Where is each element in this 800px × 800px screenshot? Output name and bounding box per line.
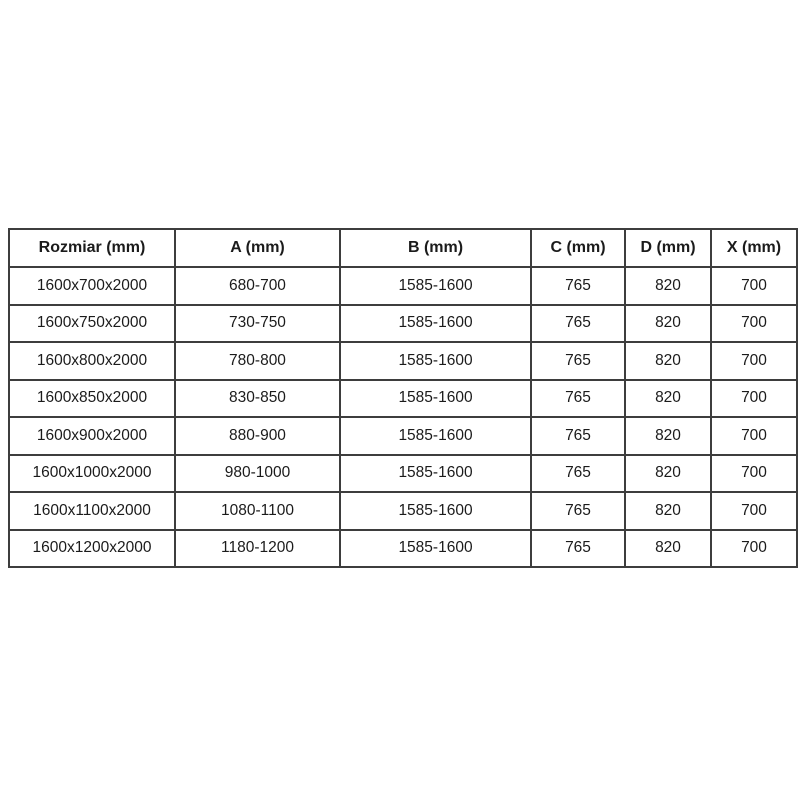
column-header-c: C (mm) [531, 229, 625, 267]
table-cell: 830-850 [175, 380, 340, 418]
table-body [9, 267, 797, 567]
column-header-x: X (mm) [711, 229, 797, 267]
table-cell: 765 [531, 380, 625, 418]
table-cell: 1585-1600 [340, 530, 531, 568]
table-cell: 1600x900x2000 [9, 417, 175, 455]
table-cell: 700 [711, 342, 797, 380]
table-cell: 1600x1100x2000 [9, 492, 175, 530]
table-cell: 1600x750x2000 [9, 305, 175, 343]
table-cell: 820 [625, 305, 711, 343]
table-cell: 1600x850x2000 [9, 380, 175, 418]
table-cell: 820 [625, 342, 711, 380]
column-header-b: B (mm) [340, 229, 531, 267]
table-cell: 820 [625, 455, 711, 493]
table-cell: 1600x1200x2000 [9, 530, 175, 568]
table-cell: 700 [711, 492, 797, 530]
table-cell: 765 [531, 455, 625, 493]
table-cell: 820 [625, 530, 711, 568]
table-row [9, 267, 797, 305]
table-cell: 730-750 [175, 305, 340, 343]
table-row [9, 455, 797, 493]
table-cell: 780-800 [175, 342, 340, 380]
table-cell: 765 [531, 417, 625, 455]
table-cell: 1585-1600 [340, 380, 531, 418]
table-cell: 700 [711, 530, 797, 568]
table-cell: 1585-1600 [340, 342, 531, 380]
table-cell: 980-1000 [175, 455, 340, 493]
table-cell: 1585-1600 [340, 492, 531, 530]
table-row [9, 492, 797, 530]
table-cell: 1600x700x2000 [9, 267, 175, 305]
table-cell: 820 [625, 492, 711, 530]
table-cell: 700 [711, 455, 797, 493]
table-row [9, 305, 797, 343]
dimensions-table [8, 228, 798, 568]
table-cell: 700 [711, 417, 797, 455]
table-cell: 1585-1600 [340, 455, 531, 493]
table-cell: 765 [531, 342, 625, 380]
table-row [9, 380, 797, 418]
table-cell: 1600x800x2000 [9, 342, 175, 380]
table-cell: 700 [711, 267, 797, 305]
table-cell: 1585-1600 [340, 417, 531, 455]
table-cell: 820 [625, 267, 711, 305]
table-cell: 765 [531, 492, 625, 530]
table-cell: 880-900 [175, 417, 340, 455]
table-cell: 1585-1600 [340, 267, 531, 305]
table-cell: 1180-1200 [175, 530, 340, 568]
table-cell: 820 [625, 380, 711, 418]
table-cell: 680-700 [175, 267, 340, 305]
column-header-d: D (mm) [625, 229, 711, 267]
table-cell: 700 [711, 305, 797, 343]
table-cell: 1600x1000x2000 [9, 455, 175, 493]
table-cell: 1080-1100 [175, 492, 340, 530]
table-cell: 765 [531, 267, 625, 305]
table-cell: 820 [625, 417, 711, 455]
header-row [9, 229, 797, 267]
table-row [9, 417, 797, 455]
table-row [9, 342, 797, 380]
column-header-rozmiar: Rozmiar (mm) [9, 229, 175, 267]
column-header-a: A (mm) [175, 229, 340, 267]
table-cell: 765 [531, 305, 625, 343]
table-cell: 1585-1600 [340, 305, 531, 343]
table-cell: 700 [711, 380, 797, 418]
table-cell: 765 [531, 530, 625, 568]
table-row [9, 530, 797, 568]
